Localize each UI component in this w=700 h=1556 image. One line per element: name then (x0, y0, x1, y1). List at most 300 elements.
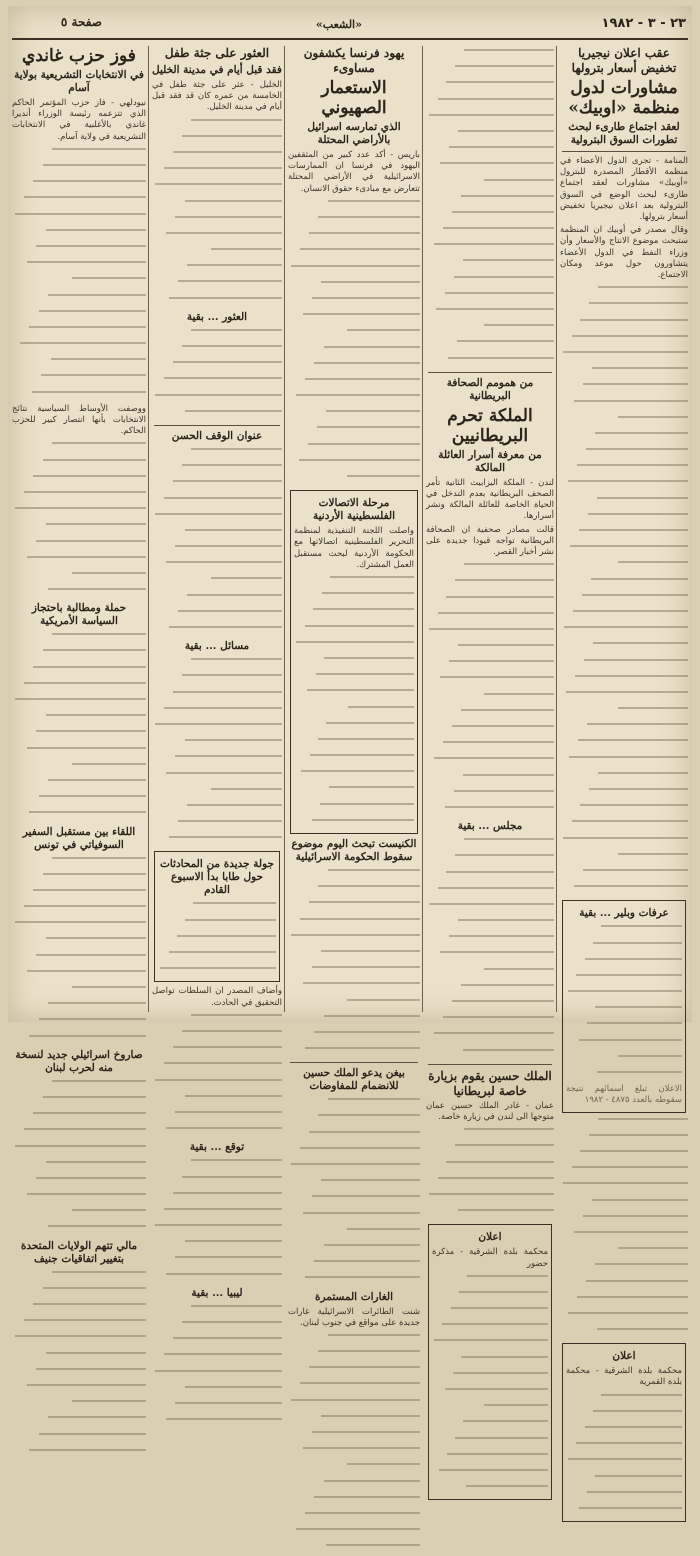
text-line (12, 986, 146, 997)
text-line (12, 310, 146, 321)
text-line (426, 195, 554, 206)
text-line (426, 292, 554, 303)
text-line (152, 755, 282, 766)
newspaper-name: «الشعب» (315, 18, 362, 31)
text-line (288, 1480, 420, 1491)
text-line (152, 1402, 282, 1413)
text-line (152, 280, 282, 291)
text-line (288, 459, 420, 470)
text-line (294, 738, 414, 749)
text-line (288, 1179, 420, 1190)
text-line (288, 265, 420, 276)
text-line (288, 1512, 420, 1523)
text-line (12, 1080, 146, 1091)
body-text-lines (152, 658, 282, 847)
body-text-lines (12, 633, 146, 822)
body-text-lines (152, 1014, 282, 1139)
text-line (426, 1016, 554, 1027)
text-line (12, 1287, 146, 1298)
text-line (288, 1447, 420, 1458)
text-line (560, 626, 688, 637)
text-line (152, 836, 282, 847)
text-line (560, 286, 688, 297)
masthead (8, 6, 692, 40)
section-title: بيغن يدعو الملك حسين للانضمام للمفاوضات (303, 1067, 405, 1093)
text-line (12, 937, 146, 948)
text-line (152, 329, 282, 340)
text-line (432, 1404, 548, 1415)
article-lead: نيودلهي - فاز حزب المؤتمر الحاكم الذي تتزعمه رئيسة الوزراء أنديرا غاندي بالأغلبية في الانتخابات التشريعية في ولاية آسام. (12, 98, 146, 142)
text-line (152, 1095, 282, 1106)
kicker: من همومم الصحافة البريطانية (446, 376, 534, 402)
text-line (294, 641, 414, 652)
text-line (152, 820, 282, 831)
text-line (560, 497, 688, 508)
text-line (288, 232, 420, 243)
text-line (426, 660, 554, 671)
text-line (426, 49, 554, 60)
text-line (566, 1458, 682, 1469)
text-line (12, 1271, 146, 1282)
text-line (12, 682, 146, 693)
section-body: شنت الطائرات الاسرائيلية غارات جديدة على مواقع في جنوب لبنان. (288, 1306, 420, 1328)
text-line (566, 1426, 682, 1437)
boxed-article (154, 851, 280, 982)
text-line (12, 1096, 146, 1107)
text-line (288, 1366, 420, 1377)
text-line (294, 819, 414, 830)
text-line (152, 1111, 282, 1122)
text-line (426, 65, 554, 76)
text-line (12, 459, 146, 470)
text-line (288, 869, 420, 880)
text-line (426, 984, 554, 995)
text-line (152, 1176, 282, 1187)
text-line (566, 942, 682, 953)
article-body: قالت مصادر صحفية ان الصحافة البريطانية تواجه قيودا جديدة على نشر أخبار القصر. (426, 524, 554, 557)
text-line (288, 410, 420, 421)
notice-body: محكمة بلدة الشرقية - مذكرة حضور (432, 1247, 548, 1269)
text-line (560, 1166, 688, 1177)
text-line (12, 326, 146, 337)
text-line (566, 1475, 682, 1486)
text-line (432, 1372, 548, 1383)
text-line (426, 130, 554, 141)
text-line (426, 276, 554, 287)
text-line (294, 689, 414, 700)
text-line (12, 1177, 146, 1188)
text-line (426, 790, 554, 801)
text-line (288, 982, 420, 993)
text-line (426, 579, 554, 590)
section-title: الكنيست تبحث اليوم موضوع سقوط الحكومة الاسرائيلية (291, 838, 417, 863)
text-line (152, 1192, 282, 1203)
box-body: واصلت اللجنة التنفيذية لمنظمة التحرير الفلسطينية اتصالاتها مع الحكومة الأردنية لبحث مستقبل العمل المشترك. (294, 526, 414, 570)
text-line (560, 1247, 688, 1258)
body-text-lines (432, 1275, 548, 1497)
text-line (152, 1046, 282, 1057)
text-line (152, 200, 282, 211)
text-line (12, 588, 146, 599)
text-line (152, 464, 282, 475)
text-line (152, 394, 282, 405)
text-line (152, 1256, 282, 1267)
text-line (560, 837, 688, 848)
text-line (12, 1384, 146, 1395)
newspaper-page (8, 6, 692, 1388)
text-line (432, 1485, 548, 1496)
text-line (560, 707, 688, 718)
text-line (12, 196, 146, 207)
text-line (12, 229, 146, 240)
text-line (12, 277, 146, 288)
box-title: مرحلة الاتصالات الفلسطينية الأردنية (312, 497, 396, 523)
text-line (288, 950, 420, 961)
text-line (560, 545, 688, 556)
text-line (560, 1118, 688, 1129)
text-line (158, 935, 276, 946)
text-line (288, 1163, 420, 1174)
text-line (12, 1368, 146, 1379)
text-line (288, 394, 420, 405)
text-line (152, 151, 282, 162)
text-line (288, 885, 420, 896)
text-line (152, 577, 282, 588)
text-line (560, 513, 688, 524)
text-line (288, 1334, 420, 1345)
text-line (426, 563, 554, 574)
text-line (152, 248, 282, 259)
text-line (560, 319, 688, 330)
text-line (12, 391, 146, 402)
section-title: مالي تتهم الولايات المتحدة بتغيير اتفاقيات جنيف (20, 1239, 138, 1265)
text-line (12, 523, 146, 534)
body-text-lines (566, 1394, 682, 1519)
text-line (566, 1006, 682, 1017)
text-line (12, 921, 146, 932)
legal-notice (428, 1224, 552, 1500)
text-line (426, 612, 554, 623)
text-line (560, 642, 688, 653)
text-line (560, 772, 688, 783)
text-line (560, 820, 688, 831)
text-line (426, 693, 554, 704)
text-line (12, 1303, 146, 1314)
section-title: العثور ... بقية (186, 310, 248, 323)
text-line (152, 377, 282, 388)
body-text-lines (12, 1080, 146, 1237)
text-line (152, 626, 282, 637)
text-line (426, 259, 554, 270)
text-line (432, 1275, 548, 1286)
text-line (12, 666, 146, 677)
body-text-lines (426, 563, 554, 817)
text-line (432, 1356, 548, 1367)
text-line (566, 1055, 682, 1066)
text-line (152, 772, 282, 783)
text-line (152, 135, 282, 146)
text-line (288, 1260, 420, 1271)
text-line (426, 1049, 554, 1060)
text-line (426, 1032, 554, 1043)
text-line (566, 925, 682, 936)
text-line (12, 1035, 146, 1046)
body-text-lines (566, 925, 682, 1082)
article-body: ووصفت الأوساط السياسية نتائج الانتخابات بأنها انتصار كبير للحزب الحاكم. (12, 403, 146, 437)
text-line (288, 934, 420, 945)
text-line (152, 1062, 282, 1073)
text-line (288, 1528, 420, 1539)
text-line (426, 1128, 554, 1139)
text-line (560, 756, 688, 767)
text-line (560, 1328, 688, 1339)
column-divider (422, 46, 423, 1012)
deck: في الانتخابات التشريعية بولاية آسام (14, 69, 144, 94)
text-line (426, 1177, 554, 1188)
text-line (288, 1131, 420, 1142)
text-line (426, 644, 554, 655)
text-line (12, 1209, 146, 1220)
body-text-lines (152, 448, 282, 637)
text-line (12, 507, 146, 518)
separator (428, 1064, 552, 1065)
text-line (12, 294, 146, 305)
text-line (152, 1127, 282, 1138)
text-line (560, 383, 688, 394)
text-line (288, 297, 420, 308)
text-line (288, 1415, 420, 1426)
notice-body: محكمة بلدة الشرقية - محكمة بلدة القمرية (566, 1366, 682, 1388)
text-line (152, 264, 282, 275)
text-line (152, 1305, 282, 1316)
text-line (12, 714, 146, 725)
body-text-lines (288, 869, 420, 1058)
text-line (12, 633, 146, 644)
text-line (12, 747, 146, 758)
text-line (294, 754, 414, 765)
headline: فوز حزب غاندي (22, 46, 136, 66)
text-line (152, 739, 282, 750)
article-lead: الخليل - عثر على جثة طفل في الخامسة من عمره كان قد فقد قبل أيام في مدينة الخليل. (152, 80, 282, 113)
issue-date: ٢٣ - ٣ - ١٩٨٢ (601, 16, 686, 31)
text-line (288, 346, 420, 357)
text-line (12, 905, 146, 916)
text-line (152, 545, 282, 556)
page-number: صفحة ٥ (60, 15, 102, 29)
text-line (152, 361, 282, 372)
text-line (432, 1437, 548, 1448)
article-body: وأضاف المصدر ان السلطات تواصل التحقيق في الحادث. (152, 986, 282, 1008)
separator (290, 1062, 418, 1063)
text-line (152, 691, 282, 702)
text-line (152, 345, 282, 356)
separator (562, 151, 686, 152)
column-divider (556, 46, 557, 1012)
body-text-lines (560, 1118, 688, 1340)
text-line (294, 722, 414, 733)
text-line (560, 1263, 688, 1274)
body-text-lines (288, 200, 420, 486)
text-line (294, 786, 414, 797)
text-line (294, 592, 414, 603)
text-line (288, 1350, 420, 1361)
text-line (566, 1071, 682, 1082)
section-title: اللقاء بين مستقبل السفير السوفياتي في تونس (22, 825, 136, 851)
text-line (426, 81, 554, 92)
text-line (426, 1209, 554, 1220)
text-line (152, 183, 282, 194)
text-line (288, 901, 420, 912)
text-line (152, 594, 282, 605)
deck: فقد قبل أيام في مدينة الخليل (152, 64, 282, 76)
text-line (560, 1134, 688, 1145)
boxed-article (290, 490, 418, 834)
text-line (12, 245, 146, 256)
headline: مشاورات لدول منظمة «اوبيك» (568, 78, 680, 118)
text-line (12, 1112, 146, 1123)
text-line (566, 1410, 682, 1421)
text-line (12, 342, 146, 353)
text-line (426, 1193, 554, 1204)
section-title: صاروخ اسرائيلي جديد لنسخة منه لحرب لبنان (15, 1048, 143, 1074)
section-title: الملك حسين يقوم بزيارة خاصة لبريطانيا (428, 1068, 552, 1098)
text-line (288, 200, 420, 211)
text-line (294, 608, 414, 619)
text-line (560, 529, 688, 540)
text-line (152, 216, 282, 227)
text-line (12, 1319, 146, 1330)
text-line (152, 1321, 282, 1332)
text-line (560, 594, 688, 605)
text-line (566, 1491, 682, 1502)
text-line (12, 180, 146, 191)
text-line (432, 1307, 548, 1318)
text-line (288, 1399, 420, 1410)
section-title: حملة ومطالبة باحتجاز السياسة الأمريكية (31, 602, 127, 628)
text-line (560, 1231, 688, 1242)
text-line (560, 885, 688, 896)
text-line (426, 340, 554, 351)
text-line (12, 873, 146, 884)
text-line (288, 918, 420, 929)
text-line (12, 1449, 146, 1460)
column-5 (12, 44, 146, 1265)
text-line (432, 1420, 548, 1431)
text-line (152, 1353, 282, 1364)
text-line (12, 889, 146, 900)
text-line (426, 806, 554, 817)
text-line (152, 723, 282, 734)
separator (428, 372, 552, 373)
text-line (12, 491, 146, 502)
text-line (560, 853, 688, 864)
text-line (288, 1212, 420, 1223)
text-line (152, 410, 282, 421)
text-line (12, 1433, 146, 1444)
text-line (426, 903, 554, 914)
column-2 (426, 44, 554, 1269)
text-line (12, 572, 146, 583)
text-line (426, 919, 554, 930)
deck: من معرفة أسرار العائلة المالكة (438, 448, 542, 474)
text-line (12, 970, 146, 981)
article-lead: لندن - الملكة اليزابيث الثانية تأمر الصحف البريطانية بعدم التدخل في الحياة الخاصة للعائلة المالكة ونشر أسرارها. (426, 477, 554, 522)
text-line (294, 625, 414, 636)
text-line (288, 999, 420, 1010)
text-line (12, 1416, 146, 1427)
text-line (426, 951, 554, 962)
body-text-lines (560, 286, 688, 896)
text-line (566, 990, 682, 1001)
text-line (560, 367, 688, 378)
legal-notice (562, 1343, 686, 1522)
text-line (12, 1002, 146, 1013)
column-divider (284, 46, 285, 1012)
text-line (12, 954, 146, 965)
text-line (152, 497, 282, 508)
text-line (152, 1224, 282, 1235)
article-lead: المنامة - تجرى الدول الأعضاء في منظمة الأقطار المصدرة للبترول «أوبيك» مشاورات لعقد اجتماع طارىء لبحث الوضع في السوق البترولية بعد اعلان نيجيريا تخفيض أسعار بترولها. (560, 156, 688, 223)
headline: العثور على جثة طفل (164, 46, 270, 60)
column-1 (560, 44, 688, 1388)
text-line (288, 281, 420, 292)
text-line (560, 302, 688, 313)
text-line (560, 1280, 688, 1291)
text-line (560, 610, 688, 621)
text-line (288, 1047, 420, 1058)
text-line (294, 657, 414, 668)
section-title: مسائل ... بقية (184, 640, 250, 653)
text-line (12, 763, 146, 774)
column-4 (152, 44, 282, 1299)
text-line (426, 324, 554, 335)
text-line (12, 1225, 146, 1236)
text-line (426, 162, 554, 173)
text-line (152, 804, 282, 815)
text-line (12, 649, 146, 660)
text-line (560, 788, 688, 799)
text-line (560, 578, 688, 589)
headline: الاستعمار الصهيوني (321, 78, 387, 118)
text-line (560, 739, 688, 750)
text-line (12, 148, 146, 159)
text-line (152, 232, 282, 243)
text-line (566, 1039, 682, 1050)
text-line (560, 869, 688, 880)
body-text-lines (12, 857, 146, 1046)
text-line (566, 958, 682, 969)
column-3 (288, 44, 420, 1328)
text-line (426, 676, 554, 687)
body-text-lines (152, 1159, 282, 1284)
section-title: الغارات المستمرة (315, 1290, 393, 1303)
text-line (288, 248, 420, 259)
text-line (158, 967, 276, 978)
section-title: مجلس ... بقية (457, 820, 523, 833)
text-line (288, 1244, 420, 1255)
text-line (426, 1144, 554, 1155)
text-line (288, 1031, 420, 1042)
text-line (560, 1215, 688, 1226)
body-text-lines (426, 1128, 554, 1220)
text-line (288, 1431, 420, 1442)
text-line (560, 691, 688, 702)
text-line (12, 358, 146, 369)
body-text-lines (152, 119, 282, 308)
text-line (288, 1496, 420, 1507)
text-line (12, 1352, 146, 1363)
text-line (152, 119, 282, 130)
